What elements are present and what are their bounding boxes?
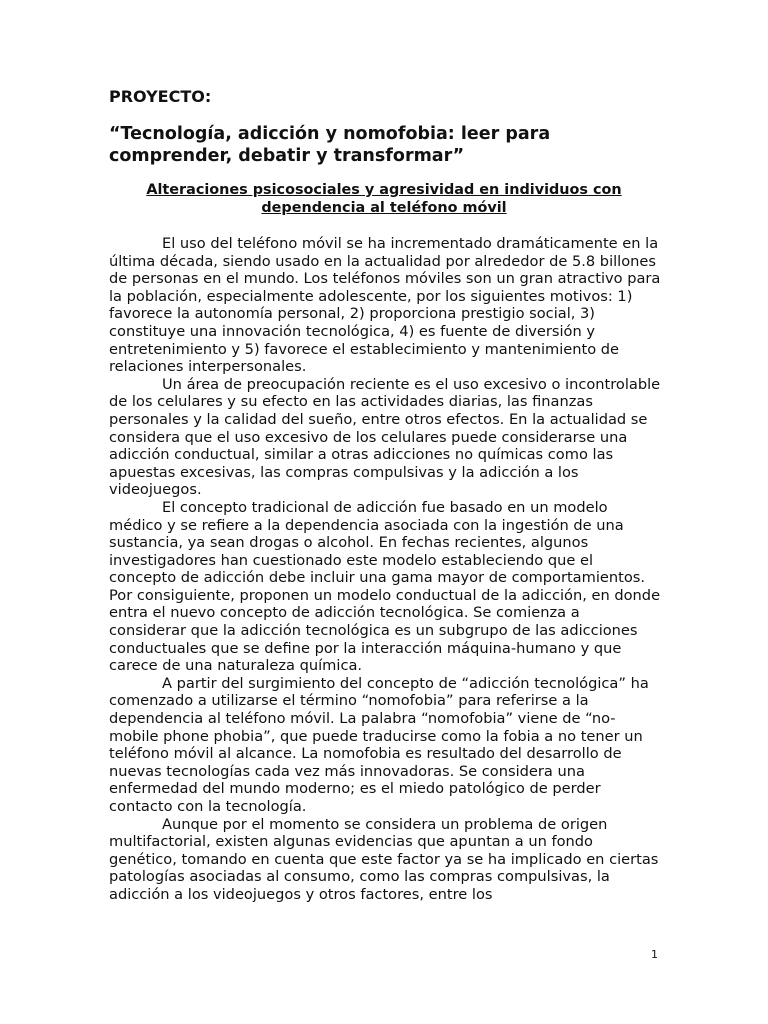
- section-heading: Alteraciones psicosociales y agresividad en individuos con dependencia al teléfono móvil: [146, 182, 622, 216]
- paragraph-5: Aunque por el momento se considera un problema de origen multifactorial, existen algunas evidencias que apuntan a un fondo genético, tomando en cuenta que este factor ya se ha implicado en ciertas patologías asociadas al consumo, como las compras compulsivas, la adicción a los videojuegos y otros factores, entre los: [109, 815, 659, 903]
- paragraph-4: A partir del surgimiento del concepto de “adicción tecnológica” ha comenzado a utilizarse el término “nomofobia” para referirse a la dependencia al teléfono móvil. La palabra “nomofobia” viene de “no-mobile phone phobia”, que puede traducirse como la fobia a no tener un teléfono móvil al alcance. La nomofobia es resultado del desarrollo de nuevas tecnologías cada vez más innovadoras. Se considera una enfermedad del mundo moderno; es el miedo patológico de perder contacto con la tecnología.: [109, 674, 649, 815]
- paragraph-2: Un área de preocupación reciente es el uso excesivo o incontrolable de los celulares y su efecto en las actividades diarias, las finanzas personales y la calidad del sueño, entre otros efectos. En la actualidad se considera que el uso excesivo de los celulares puede considerarse una adicción conductual, similar a otras adicciones no químicas como las apuestas excesivas, las compras compulsivas y la adicción a los videojuegos.: [109, 375, 661, 499]
- document-title: “Tecnología, adicción y nomofobia: leer para comprender, debatir y transformar”: [109, 124, 551, 166]
- paragraph-1: El uso del teléfono móvil se ha incrementado dramáticamente en la última década, siendo usado en la actualidad por alrededor de 5.8 billones de personas en el mundo. Los teléfonos móviles son un gran atractivo para la población, especialmente adolescente, por los siguientes motivos: 1) favorece la autonomía personal, 2) proporciona prestigio social, 3) constituye una innovación tecnológica, 4) es fuente de diversión y entretenimiento y 5) favorece el establecimiento y mantenimiento de relaciones interpersonales.: [109, 235, 661, 376]
- project-label: PROYECTO:: [109, 87, 212, 106]
- page-number: 1: [651, 948, 658, 961]
- paragraph-3: El concepto tradicional de adicción fue basado en un modelo médico y se refiere a la dependencia asociada con la ingestión de una sustancia, ya sean drogas o alcohol. En fechas recientes, algunos investigadores han cuestionado este modelo estableciendo que el concepto de adicción debe incluir una gama mayor de comportamientos. Por consiguiente, proponen un modelo conductual de la adicción, en donde entra el nuevo concepto de adicción tecnológica. Se comienza a considerar que la adicción tecnológica es un subgrupo de las adicciones conductuales que se define por la interacción máquina-humano y que carece de una naturaleza química.: [109, 498, 661, 675]
- body-text: [109, 235, 661, 904]
